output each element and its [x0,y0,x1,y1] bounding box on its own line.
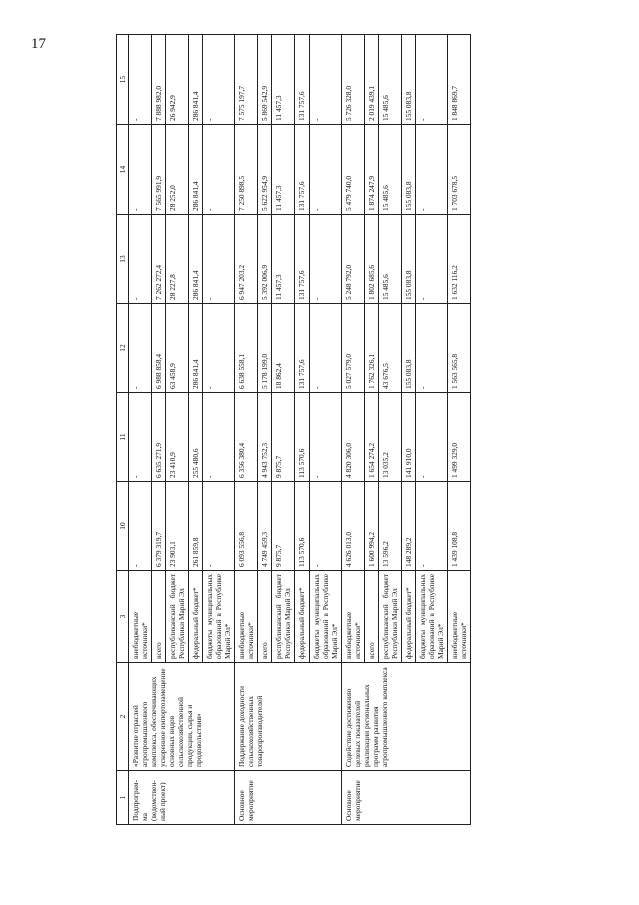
funding-source-cell: всего [364,571,378,663]
value-cell: 7 888 982,0 [152,35,166,125]
value-cell: - [415,125,447,215]
value-cell: 15 485,6 [378,125,401,215]
funding-source-cell: федеральный бюджет* [295,571,309,663]
value-cell: 7 575 197,7 [235,35,258,125]
value-cell: - [203,304,235,393]
table-body [129,35,471,825]
value-cell: - [415,35,447,125]
table-row [129,35,152,825]
funding-source-cell: республиканский бюджет Республики Марий Эл [272,571,295,663]
value-cell: 5 726 328,0 [341,35,364,125]
value-cell: 11 457,3 [272,125,295,215]
value-cell: 1 848 869,7 [447,35,470,125]
value-cell: 5 392 006,9 [258,215,272,304]
value-cell: 286 841,4 [189,35,203,125]
value-cell: 131 757,6 [295,35,309,125]
funding-source-cell: федеральный бюджет* [401,571,415,663]
value-cell: 1 563 565,8 [447,304,470,393]
value-cell: - [309,215,341,304]
value-cell: 5 869 542,9 [258,35,272,125]
value-cell: 15 485,6 [378,215,401,304]
value-cell: 4 626 013,0 [341,482,364,571]
value-cell: 1 762 326,1 [364,304,378,393]
value-cell: - [309,304,341,393]
header-cell: 1 [117,771,129,825]
value-cell: 23 410,9 [166,393,189,482]
value-cell: 1 654 274,2 [364,393,378,482]
funding-source-cell: бюджеты муниципальных образований в Республике Марий Эл* [415,571,447,663]
value-cell: 23 903,1 [166,482,189,571]
value-cell: - [415,482,447,571]
header-cell: 3 [117,571,129,663]
value-cell: 43 676,5 [378,304,401,393]
value-cell: 155 083,8 [401,215,415,304]
value-cell: 5 622 954,9 [258,125,272,215]
header-cell: 15 [117,35,129,125]
value-cell: 113 570,6 [295,482,309,571]
table-row [235,35,258,825]
value-cell: - [129,215,152,304]
value-cell: 286 841,4 [189,304,203,393]
funding-source-cell: всего [152,571,166,663]
value-cell: 13 035,2 [378,393,401,482]
value-cell: 7 565 991,9 [152,125,166,215]
value-cell: 113 570,6 [295,393,309,482]
value-cell: 1 874 247,9 [364,125,378,215]
header-cell: 14 [117,125,129,215]
value-cell: - [203,215,235,304]
value-cell: 9 875,7 [272,393,295,482]
value-cell: 6 988 858,4 [152,304,166,393]
header-cell: 13 [117,215,129,304]
funding-source-cell: федеральный бюджет* [189,571,203,663]
header-row [117,35,129,825]
value-cell: 4 943 752,3 [258,393,272,482]
value-cell: 141 910,0 [401,393,415,482]
category-cell: Основное мероприятие [341,771,470,825]
name-cell: Поддержание доходности сельскохозяйственных товаропроизводителей [235,663,341,771]
value-cell: 5 178 199,0 [258,304,272,393]
funding-source-cell: республиканский бюджет Республики Марий Эл [166,571,189,663]
value-cell: 6 379 319,7 [152,482,166,571]
funding-source-cell: внебюджетные источники* [447,571,470,663]
value-cell: 261 859,8 [189,482,203,571]
value-cell: 155 083,8 [401,304,415,393]
value-cell: 11 457,3 [272,35,295,125]
value-cell: - [415,304,447,393]
value-cell: 1 439 108,8 [447,482,470,571]
value-cell: 5 027 579,0 [341,304,364,393]
value-cell: 155 083,8 [401,125,415,215]
funding-source-cell: внебюджетные источники* [341,571,364,663]
value-cell: 6 638 558,1 [235,304,258,393]
value-cell: 28 227,8 [166,215,189,304]
value-cell: 1 703 678,5 [447,125,470,215]
funding-source-cell: бюджеты муниципальных образований в Республике Марий Эл* [203,571,235,663]
value-cell: - [203,393,235,482]
value-cell: 4 749 459,3 [258,482,272,571]
value-cell: 155 083,8 [401,35,415,125]
name-cell: Содействие достижению целевых показателей реализации региональных программ развития агропромышленного комплекса [341,663,470,771]
value-cell: 131 757,6 [295,125,309,215]
value-cell: 131 757,6 [295,304,309,393]
value-cell: 6 093 556,8 [235,482,258,571]
value-cell: - [415,393,447,482]
value-cell: 5 248 792,0 [341,215,364,304]
header-cell: 11 [117,393,129,482]
header-cell: 12 [117,304,129,393]
funding-source-cell: внебюджетные источники* [129,571,152,663]
value-cell: - [415,215,447,304]
value-cell: 5 479 740,0 [341,125,364,215]
value-cell: 6 635 271,9 [152,393,166,482]
value-cell: 26 942,9 [166,35,189,125]
category-cell: Основное мероприятие [235,771,341,825]
value-cell: - [309,125,341,215]
value-cell: 286 841,4 [189,215,203,304]
value-cell: - [129,393,152,482]
header-cell: 2 [117,663,129,771]
header-cell: 10 [117,482,129,571]
value-cell: 1 499 329,0 [447,393,470,482]
value-cell: 28 252,0 [166,125,189,215]
value-cell: - [129,304,152,393]
value-cell: 1 632 116,2 [447,215,470,304]
value-cell: 4 820 306,0 [341,393,364,482]
value-cell: - [203,482,235,571]
name-cell: «Развитие отраслей агропромышленного комплекса, обеспечивающих ускоренное импортозамещение основных видов сельскохозяйственной продукции, сырья и продовольствия» [129,663,235,771]
value-cell: 1 802 685,6 [364,215,378,304]
funding-source-cell: республиканский бюджет Республики Марий Эл [378,571,401,663]
value-cell: - [129,482,152,571]
value-cell: - [203,125,235,215]
value-cell: 18 862,4 [272,304,295,393]
value-cell: 13 596,2 [378,482,401,571]
value-cell: 286 841,4 [189,125,203,215]
value-cell: 15 485,6 [378,35,401,125]
funding-source-cell: бюджеты муниципальных образований в Республике Марий Эл* [309,571,341,663]
table-row [341,35,364,825]
category-cell: Подпрограм-ма (ведомствен-ный проект) [129,771,235,825]
value-cell: 7 262 272,4 [152,215,166,304]
value-cell: - [129,125,152,215]
value-cell: 7 250 898,5 [235,125,258,215]
value-cell: 1 600 994,2 [364,482,378,571]
value-cell: - [129,35,152,125]
value-cell: - [309,482,341,571]
funding-source-cell: внебюджетные источники* [235,571,258,663]
value-cell: 131 757,6 [295,215,309,304]
value-cell: 63 458,9 [166,304,189,393]
value-cell: 2 019 439,1 [364,35,378,125]
value-cell: 6 947 203,2 [235,215,258,304]
budget-table [116,34,471,825]
value-cell: 6 356 380,4 [235,393,258,482]
value-cell: - [309,35,341,125]
funding-source-cell: всего [258,571,272,663]
value-cell: - [309,393,341,482]
value-cell: - [203,35,235,125]
value-cell: 11 457,3 [272,215,295,304]
value-cell: 9 875,7 [272,482,295,571]
page-number: 17 [31,36,46,52]
value-cell: 255 480,6 [189,393,203,482]
value-cell: 148 289,2 [401,482,415,571]
